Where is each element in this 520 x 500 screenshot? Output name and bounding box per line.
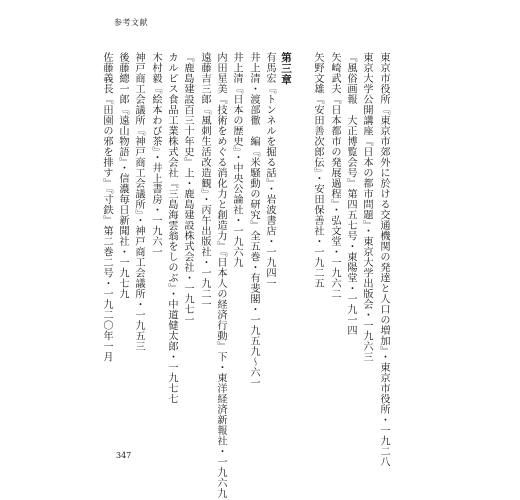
reference-entry: 『風俗画報 大正博覧会号』第四五七号・東陽堂・一九一四 <box>345 52 356 336</box>
reference-entry: 後藤總一郎『遠山物語』・信濃毎日新聞社・一九七九 <box>117 52 128 299</box>
reference-entry: 矢野文雄『安田善次郎伝』・安田保善社・一九二五 <box>312 52 323 289</box>
reference-entry: 東京大学公開講座『日本の都市問題』・東京大学出版会・一九六三 <box>361 52 372 362</box>
reference-entry: 遠藤吉三郎『風刺生活改造観』・丙午出版社・一九二一 <box>199 52 210 310</box>
reference-entry: カルピス食品工業株式会社『三島海雲翁をしのぶ』・中道健太郎・一九七七 <box>166 52 177 404</box>
page-number: 347 <box>116 451 132 460</box>
reference-entry: 有馬宏『トンネルを掘る話』・岩波書店・一九四一 <box>264 52 275 289</box>
reference-entry: 『鹿島建設百三十年史』上・鹿島建設株式会社・一九七一 <box>182 52 193 325</box>
reference-entry: 神戸商工会議所『神戸商工会議所』・神戸商工会議所・一九五三 <box>133 52 144 352</box>
reference-entry: 木村毅『絵本わび茶』・井上書房・一九六一 <box>150 52 161 257</box>
reference-entry: 内田星美『技術をめぐる消化力と創造力』『日本人の経済行動』下・東洋経済新報社・一九六九 <box>215 52 226 499</box>
running-head: 参考文献 <box>114 18 148 27</box>
reference-entry: 佐藤義長『田園の邪を排す』『寸鉄』第二巻二号・一九二〇年一月 <box>101 52 112 362</box>
reference-entry: 東京市役所『東京市郊外に於ける交通機関の発達と人口の増加』・東京市役所・一九二八 <box>378 52 389 467</box>
reference-entry: 井上清『日本の歴史』・中央公論社・一九六九 <box>231 52 242 268</box>
reference-entry: 矢崎武夫『日本都市の発展過程』・弘文堂・一九六二 <box>329 52 340 299</box>
reference-entry: 井上清・渡部徹 編『米騒動の研究』全五巻・有斐閣・一九五九〜六一 <box>248 52 259 388</box>
chapter-heading: 第三章 <box>280 52 292 85</box>
